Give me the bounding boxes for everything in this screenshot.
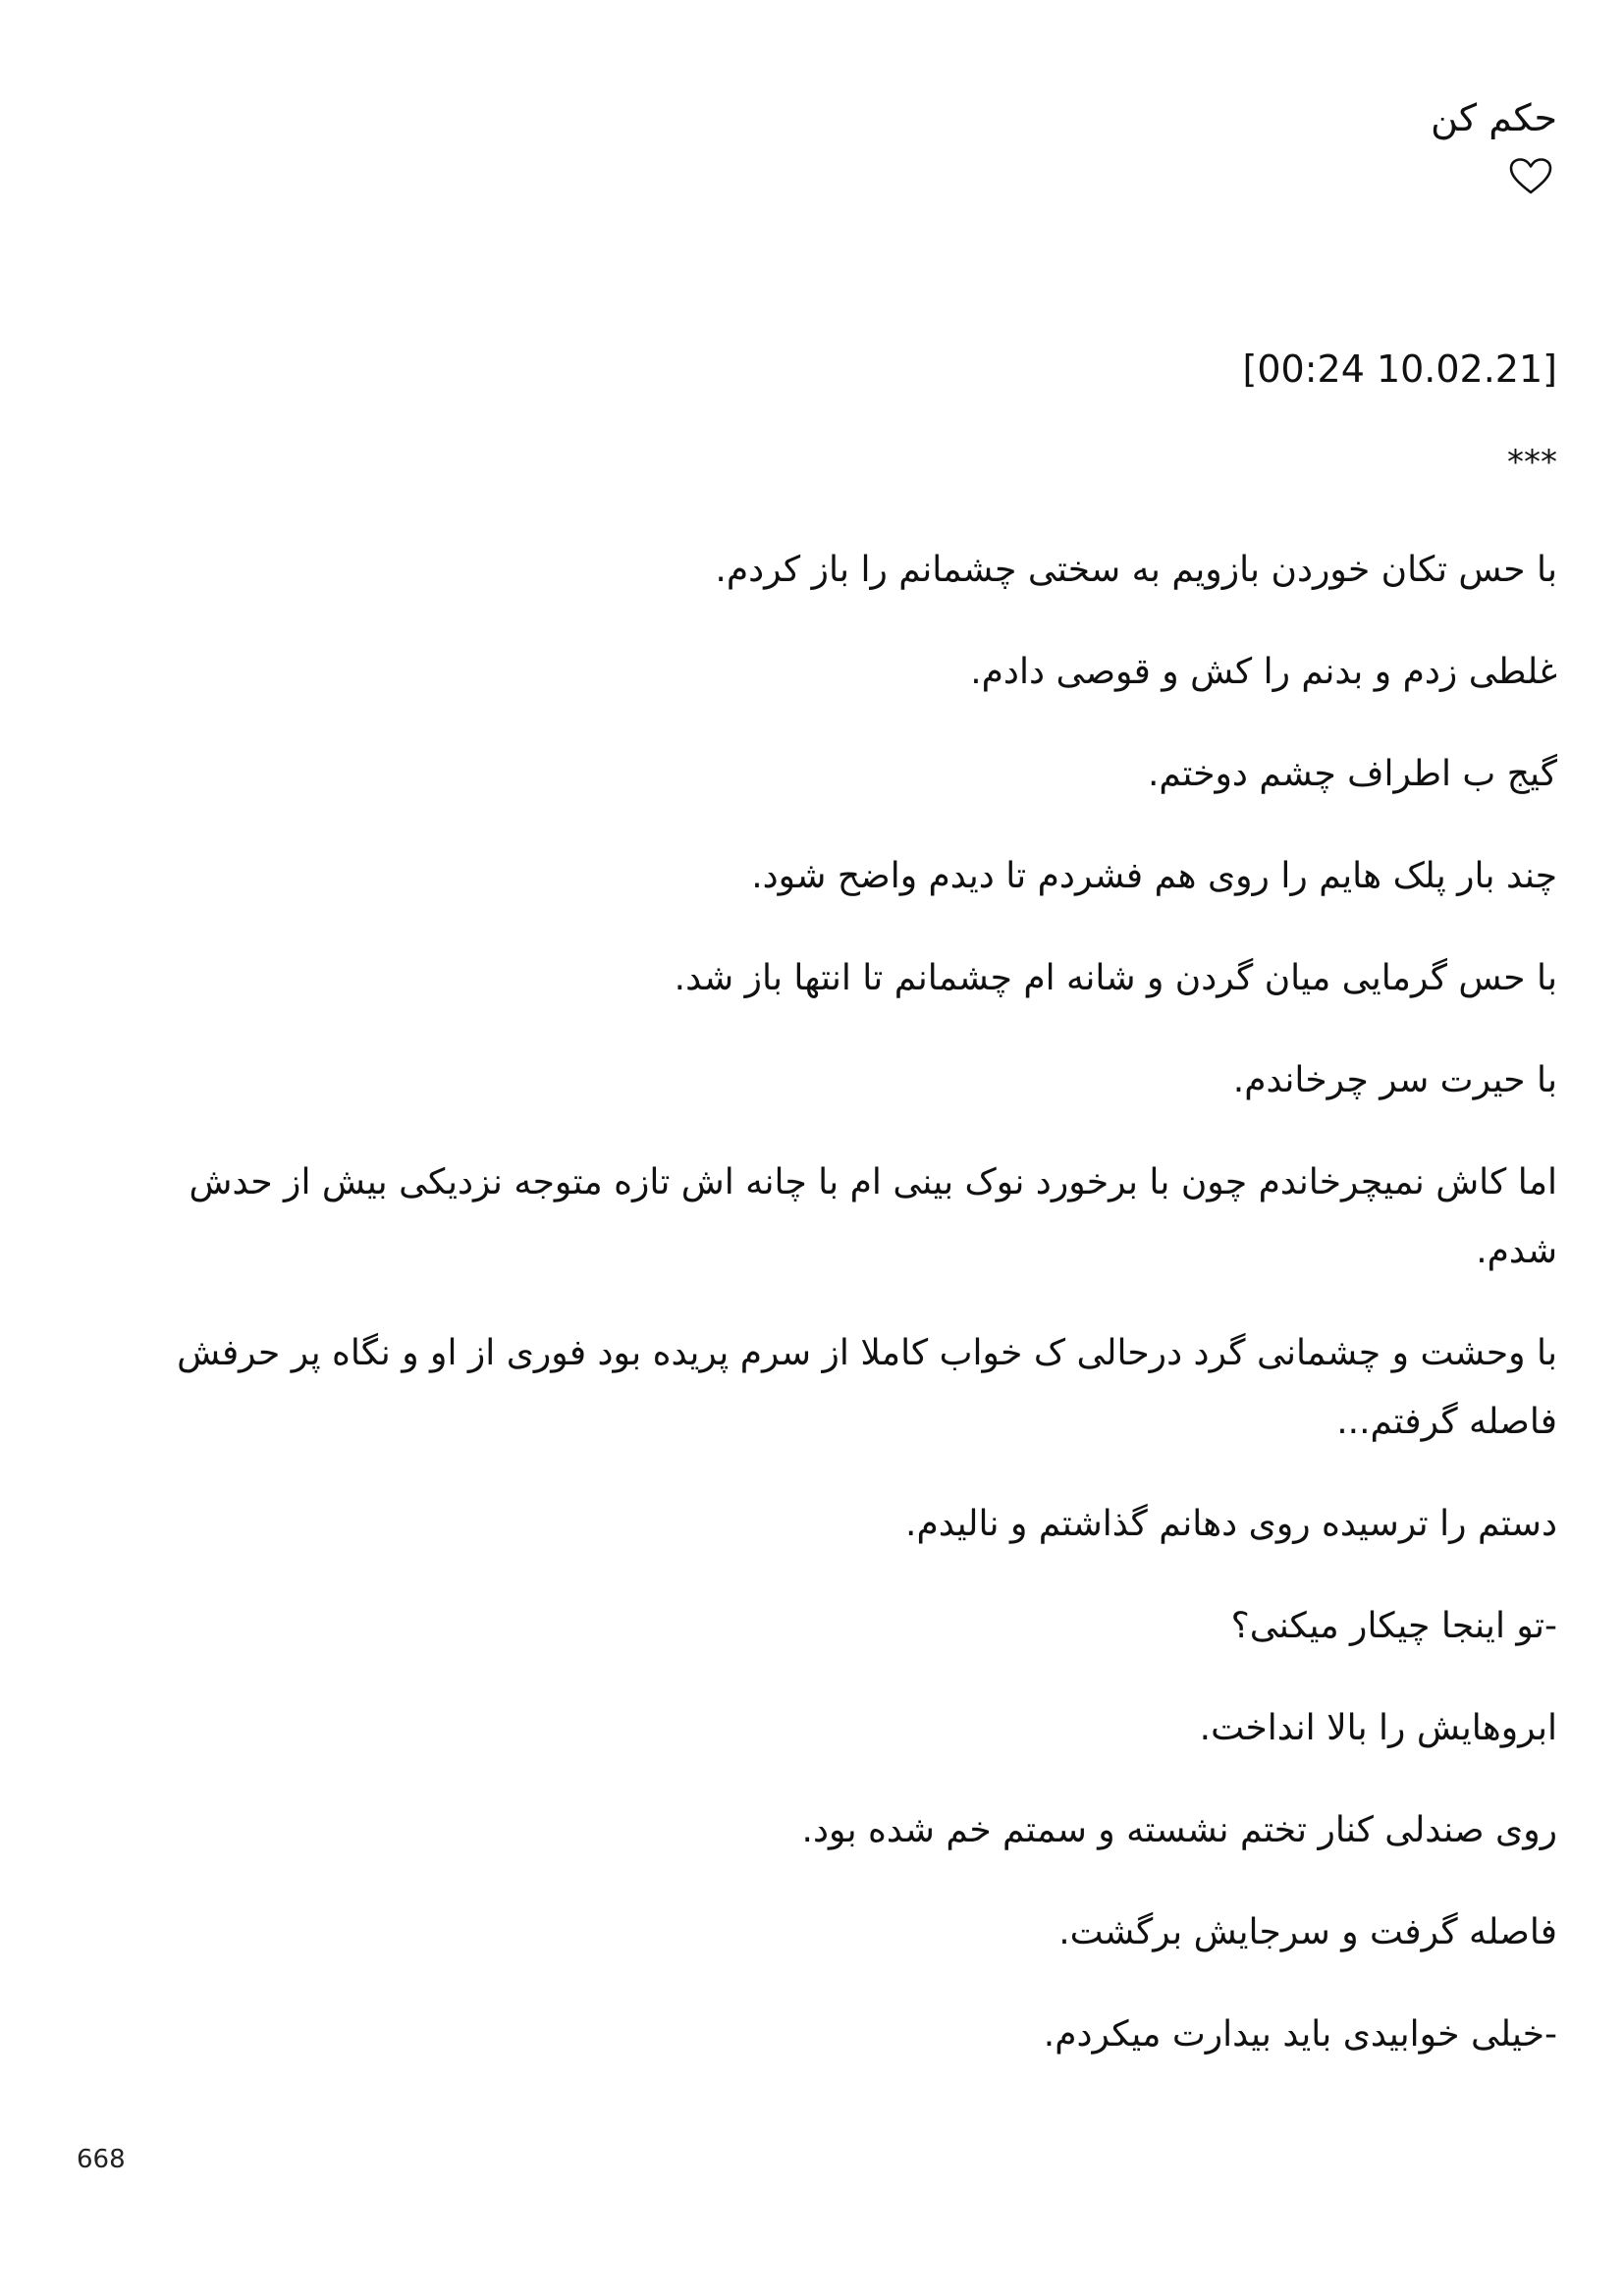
paragraph: غلطی زدم و بدنم را کش و قوصی دادم.: [970, 652, 1557, 692]
heart-outline-icon: [1508, 157, 1553, 196]
paragraph: با حیرت سر چرخاندم.: [1232, 1060, 1557, 1100]
chapter-title: حکم کن: [1431, 96, 1557, 139]
paragraph: اما کاش نمیچرخاندم چون با برخورد نوک بینی ام با چانه اش تازه متوجه نزدیکی بیش از حدش شدم.: [189, 1162, 1557, 1271]
paragraph: با وحشت و چشمانی گرد درحالی ک خواب کاملا از سرم پریده بود فوری از او و نگاه پر حرفش فاصله گرفتم...: [177, 1333, 1557, 1442]
paragraph: چند بار پلک هایم را روی هم فشردم تا دیدم واضح شود.: [751, 856, 1557, 896]
paragraph: روی صندلی کنار تختم نشسته و سمتم خم شده بود.: [801, 1810, 1557, 1850]
section-separator: ***: [1507, 443, 1557, 482]
paragraph: با حس تکان خوردن بازویم به سختی چشمانم را باز کردم.: [715, 550, 1557, 590]
paragraph: فاصله گرفت و سرجایش برگشت.: [1058, 1912, 1557, 1952]
page-number: 668: [77, 2145, 126, 2174]
paragraph: -تو اینجا چیکار میکنی؟: [1230, 1606, 1557, 1646]
paragraph: گیج ب اطراف چشم دوختم.: [1147, 754, 1557, 794]
paragraph: -خیلی خوابیدی باید بیدارت میکردم.: [1043, 2014, 1557, 2055]
paragraph: دستم را ترسیده روی دهانم گذاشتم و نالیدم.: [905, 1504, 1557, 1544]
timestamp: [00:24 10.02.21]: [1242, 347, 1557, 391]
paragraph: با حس گرمایی میان گردن و شانه ام چشمانم تا انتها باز شد.: [674, 958, 1557, 998]
document-body: [137, 88, 1557, 2069]
paragraph: ابروهایش را بالا انداخت.: [1199, 1708, 1557, 1748]
